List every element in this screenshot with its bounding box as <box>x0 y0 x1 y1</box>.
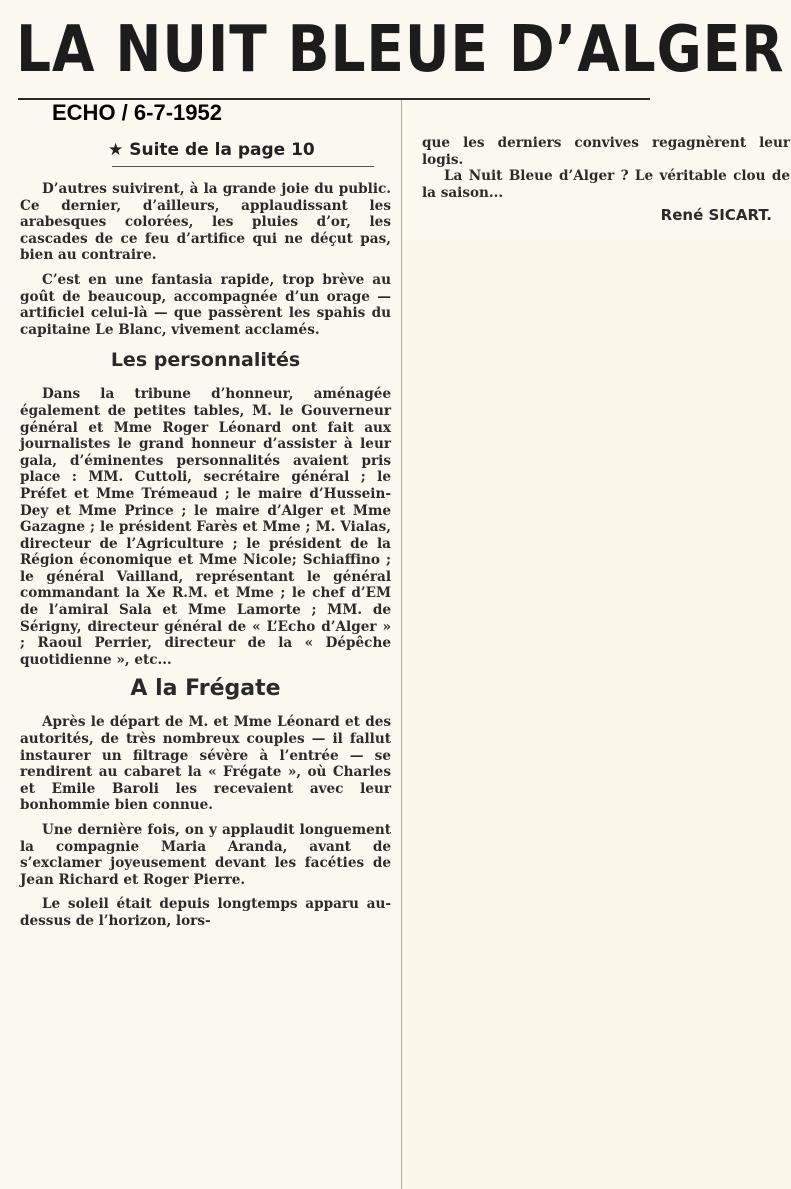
paragraph: que les derniers convives regagnèrent leur logis. <box>422 135 790 168</box>
paragraph: Dans la tribune d’honneur, aménagée également de petites tables, M. le Gouverneur général et Mme Roger Léonard ont fait aux journalistes le grand honneur d’assister à leur gala, d’éminentes personnalités avaient pris place : MM. Cuttoli, secrétaire général ; le Préfet et Mme Trémeaud ; le maire d’Hussein-Dey et Mme Prince ; le maire d’Alger et Mme Gazagne ; le président Farès et Mme ; M. Vialas, directeur de l’Agriculture ; le président de la Région économique et Mme Nicole; Schiaffino ; le général Vailland, représentant le général commandant la Xe R.M. et Mme ; le chef d’EM de l’amiral Sala et Mme Lamorte ; MM. de Sérigny, directeur général de « L’Echo d’Alger » ; Raoul Perrier, directeur de la « Dépêche quotidienne », etc... <box>20 386 391 668</box>
paragraph: D’autres suivirent, à la grande joie du public. Ce dernier, d’ailleurs, applaudissant les arabesques colorées, les pluies d’or, les cascades de ce feu d’artifice qui ne déçut pas, bien au contraire. <box>20 181 391 264</box>
paragraph: Le soleil était depuis longtemps apparu au-dessus de l’horizon, lors- <box>20 896 391 929</box>
star-icon: ★ <box>108 140 124 160</box>
paragraph: C’est en une fantasia rapide, trop brève au goût de beaucoup, accompagnée d’un orage — artificiel celui-là — que passèrent les spahis du capitaine Le Blanc, vivement acclamés. <box>20 271 391 338</box>
headline: LA NUIT BLEUE D’ALGER <box>16 13 785 87</box>
paragraph: Une dernière fois, on y applaudit longuement la compagnie Maria Aranda, avant de s’exclamer joyeusement devant les facéties de Jean Richard et Roger Pierre. <box>20 822 391 888</box>
paragraph: La Nuit Bleue d’Alger ? Le véritable clou de la saison... <box>422 168 790 201</box>
continued-line <box>108 138 376 162</box>
column-divider <box>401 100 402 1189</box>
source-label: ECHO / 6-7-1952 <box>52 100 222 125</box>
continued-rule <box>112 166 374 167</box>
section-heading-personnalites: Les personnalités <box>110 349 301 372</box>
blank-area <box>402 240 791 1189</box>
section-heading-fregate: A la Frégate <box>130 676 281 702</box>
right-column <box>422 135 790 225</box>
paragraph: Après le départ de M. et Mme Léonard et des autorités, de très nombreux couples — il fallut instaurer un filtrage sévère à l’entrée — se rendirent au cabaret la « Frégate », où Charles et Emile Baroli les recevaient avec leur bonhommie bien connue. <box>20 714 391 814</box>
continued-text: Suite de la page 10 <box>129 140 315 160</box>
author-signature: René SICART. <box>660 206 772 225</box>
left-column <box>20 181 391 930</box>
